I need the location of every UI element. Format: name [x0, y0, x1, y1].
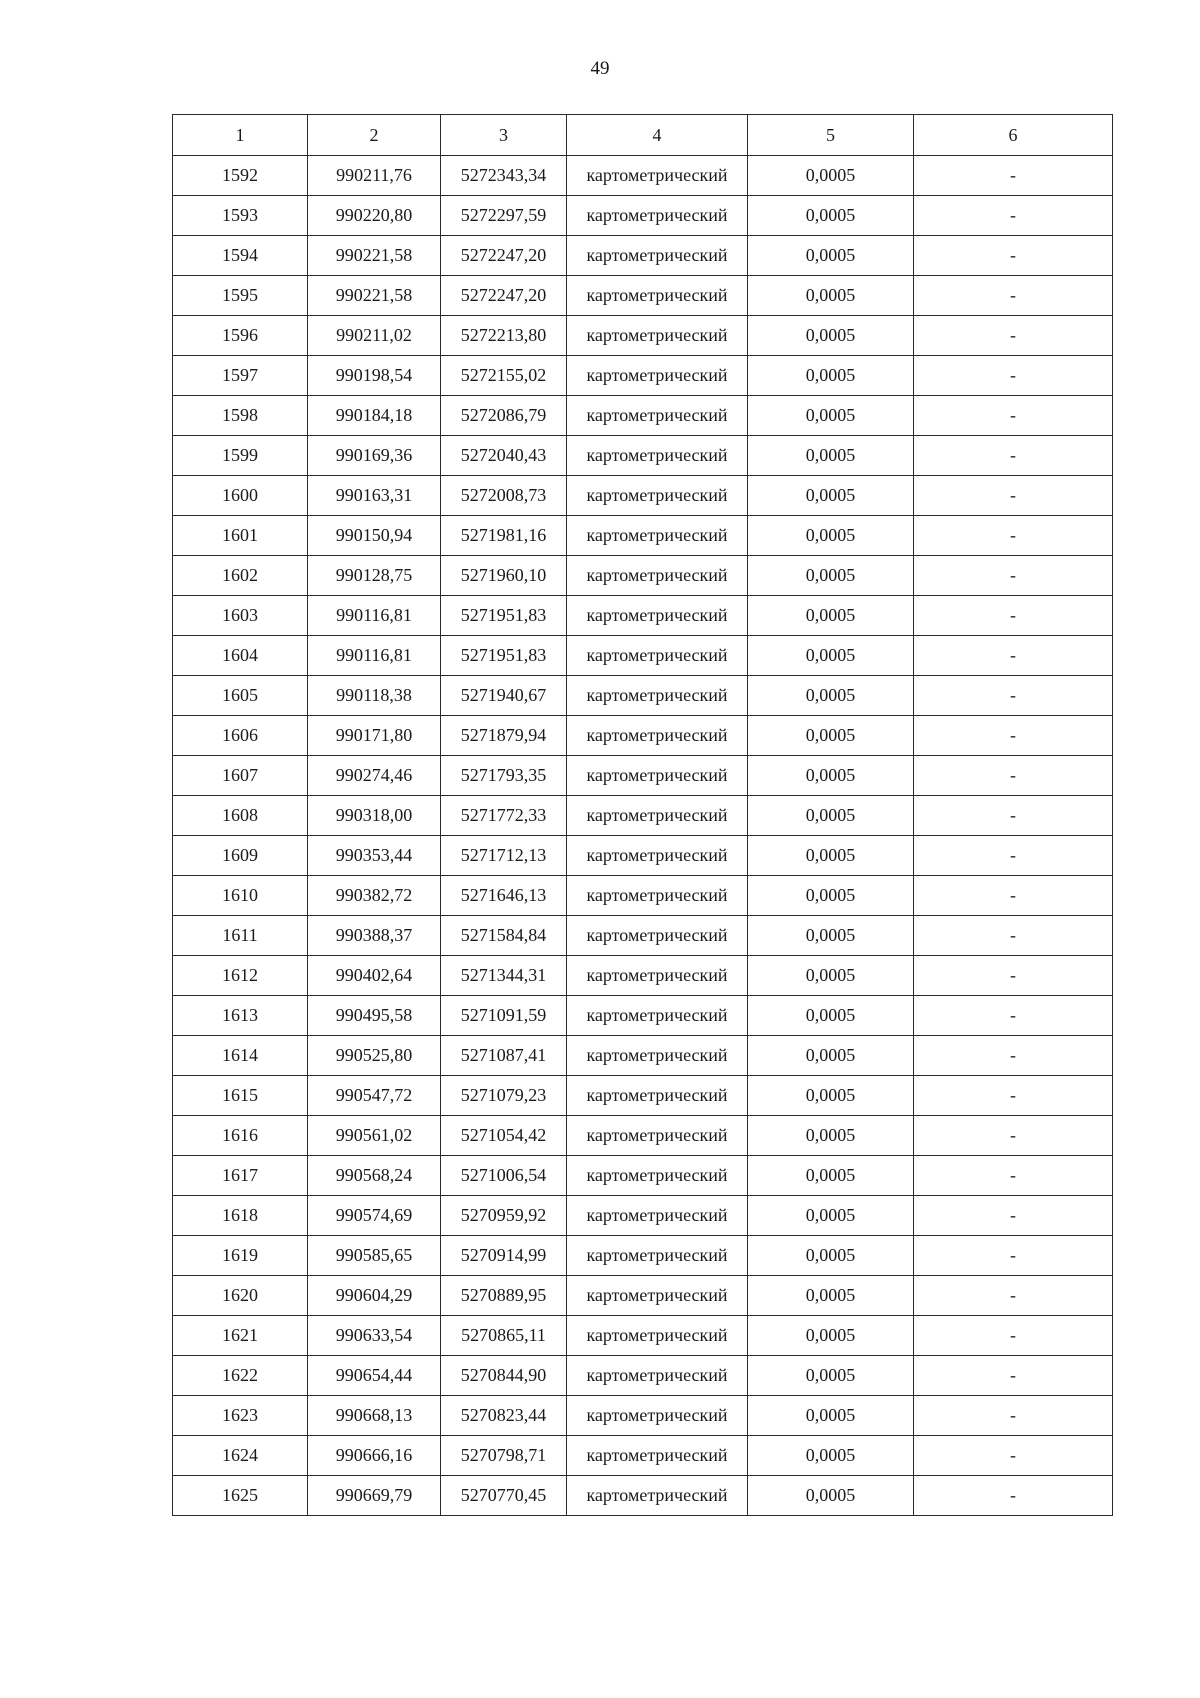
- y-coordinate-cell: 5271879,94: [441, 716, 567, 756]
- method-cell: картометрический: [567, 956, 748, 996]
- description-cell: -: [914, 316, 1113, 356]
- point-number-cell: 1593: [173, 196, 308, 236]
- x-coordinate-cell: 990116,81: [308, 636, 441, 676]
- point-number-cell: 1613: [173, 996, 308, 1036]
- table-row: [173, 556, 1113, 596]
- column-header: 6: [914, 115, 1113, 156]
- point-number-cell: 1614: [173, 1036, 308, 1076]
- y-coordinate-cell: 5270823,44: [441, 1396, 567, 1436]
- y-coordinate-cell: 5271091,59: [441, 996, 567, 1036]
- table-row: [173, 1036, 1113, 1076]
- point-number-cell: 1597: [173, 356, 308, 396]
- method-cell: картометрический: [567, 356, 748, 396]
- x-coordinate-cell: 990221,58: [308, 236, 441, 276]
- x-coordinate-cell: 990211,76: [308, 156, 441, 196]
- table-row: [173, 196, 1113, 236]
- description-cell: -: [914, 796, 1113, 836]
- y-coordinate-cell: 5271951,83: [441, 596, 567, 636]
- accuracy-cell: 0,0005: [748, 676, 914, 716]
- x-coordinate-cell: 990568,24: [308, 1156, 441, 1196]
- accuracy-cell: 0,0005: [748, 1276, 914, 1316]
- method-cell: картометрический: [567, 156, 748, 196]
- y-coordinate-cell: 5272086,79: [441, 396, 567, 436]
- method-cell: картометрический: [567, 1356, 748, 1396]
- method-cell: картометрический: [567, 436, 748, 476]
- y-coordinate-cell: 5271940,67: [441, 676, 567, 716]
- table-row: [173, 356, 1113, 396]
- x-coordinate-cell: 990547,72: [308, 1076, 441, 1116]
- page-number: 49: [590, 58, 610, 79]
- x-coordinate-cell: 990184,18: [308, 396, 441, 436]
- table-row: [173, 1396, 1113, 1436]
- description-cell: -: [914, 356, 1113, 396]
- table-row: [173, 796, 1113, 836]
- x-coordinate-cell: 990495,58: [308, 996, 441, 1036]
- description-cell: -: [914, 196, 1113, 236]
- method-cell: картометрический: [567, 716, 748, 756]
- y-coordinate-cell: 5271054,42: [441, 1116, 567, 1156]
- x-coordinate-cell: 990353,44: [308, 836, 441, 876]
- point-number-cell: 1595: [173, 276, 308, 316]
- x-coordinate-cell: 990118,38: [308, 676, 441, 716]
- method-cell: картометрический: [567, 596, 748, 636]
- table-row: [173, 876, 1113, 916]
- accuracy-cell: 0,0005: [748, 996, 914, 1036]
- method-cell: картометрический: [567, 556, 748, 596]
- point-number-cell: 1618: [173, 1196, 308, 1236]
- accuracy-cell: 0,0005: [748, 476, 914, 516]
- description-cell: -: [914, 476, 1113, 516]
- method-cell: картометрический: [567, 1396, 748, 1436]
- x-coordinate-cell: 990402,64: [308, 956, 441, 996]
- x-coordinate-cell: 990574,69: [308, 1196, 441, 1236]
- accuracy-cell: 0,0005: [748, 916, 914, 956]
- method-cell: картометрический: [567, 1196, 748, 1236]
- y-coordinate-cell: 5270959,92: [441, 1196, 567, 1236]
- accuracy-cell: 0,0005: [748, 1036, 914, 1076]
- y-coordinate-cell: 5272008,73: [441, 476, 567, 516]
- table-row: [173, 276, 1113, 316]
- point-number-cell: 1611: [173, 916, 308, 956]
- x-coordinate-cell: 990525,80: [308, 1036, 441, 1076]
- y-coordinate-cell: 5271646,13: [441, 876, 567, 916]
- accuracy-cell: 0,0005: [748, 1196, 914, 1236]
- accuracy-cell: 0,0005: [748, 1076, 914, 1116]
- y-coordinate-cell: 5270865,11: [441, 1316, 567, 1356]
- method-cell: картометрический: [567, 1036, 748, 1076]
- description-cell: -: [914, 636, 1113, 676]
- column-header: 5: [748, 115, 914, 156]
- table-row: [173, 316, 1113, 356]
- description-cell: -: [914, 1436, 1113, 1476]
- y-coordinate-cell: 5271584,84: [441, 916, 567, 956]
- method-cell: картометрический: [567, 756, 748, 796]
- method-cell: картометрический: [567, 916, 748, 956]
- accuracy-cell: 0,0005: [748, 1476, 914, 1516]
- method-cell: картометрический: [567, 876, 748, 916]
- header-row: [173, 115, 1113, 156]
- method-cell: картометрический: [567, 1476, 748, 1516]
- description-cell: -: [914, 516, 1113, 556]
- point-number-cell: 1625: [173, 1476, 308, 1516]
- table-body: [173, 156, 1113, 1516]
- method-cell: картометрический: [567, 796, 748, 836]
- description-cell: -: [914, 1356, 1113, 1396]
- y-coordinate-cell: 5271981,16: [441, 516, 567, 556]
- point-number-cell: 1623: [173, 1396, 308, 1436]
- x-coordinate-cell: 990669,79: [308, 1476, 441, 1516]
- column-header: 1: [173, 115, 308, 156]
- method-cell: картометрический: [567, 836, 748, 876]
- point-number-cell: 1604: [173, 636, 308, 676]
- y-coordinate-cell: 5270844,90: [441, 1356, 567, 1396]
- description-cell: -: [914, 876, 1113, 916]
- y-coordinate-cell: 5272040,43: [441, 436, 567, 476]
- description-cell: -: [914, 1156, 1113, 1196]
- table-row: [173, 1116, 1113, 1156]
- description-cell: -: [914, 916, 1113, 956]
- table-row: [173, 436, 1113, 476]
- x-coordinate-cell: 990150,94: [308, 516, 441, 556]
- method-cell: картометрический: [567, 516, 748, 556]
- x-coordinate-cell: 990169,36: [308, 436, 441, 476]
- description-cell: -: [914, 156, 1113, 196]
- y-coordinate-cell: 5270914,99: [441, 1236, 567, 1276]
- accuracy-cell: 0,0005: [748, 1236, 914, 1276]
- method-cell: картометрический: [567, 1236, 748, 1276]
- column-header: 4: [567, 115, 748, 156]
- description-cell: -: [914, 1276, 1113, 1316]
- y-coordinate-cell: 5271006,54: [441, 1156, 567, 1196]
- description-cell: -: [914, 436, 1113, 476]
- accuracy-cell: 0,0005: [748, 236, 914, 276]
- y-coordinate-cell: 5272247,20: [441, 236, 567, 276]
- method-cell: картометрический: [567, 236, 748, 276]
- y-coordinate-cell: 5271712,13: [441, 836, 567, 876]
- table-row: [173, 676, 1113, 716]
- x-coordinate-cell: 990163,31: [308, 476, 441, 516]
- x-coordinate-cell: 990668,13: [308, 1396, 441, 1436]
- y-coordinate-cell: 5271087,41: [441, 1036, 567, 1076]
- description-cell: -: [914, 396, 1113, 436]
- accuracy-cell: 0,0005: [748, 276, 914, 316]
- y-coordinate-cell: 5272297,59: [441, 196, 567, 236]
- x-coordinate-cell: 990666,16: [308, 1436, 441, 1476]
- method-cell: картометрический: [567, 1076, 748, 1116]
- point-number-cell: 1594: [173, 236, 308, 276]
- x-coordinate-cell: 990128,75: [308, 556, 441, 596]
- point-number-cell: 1622: [173, 1356, 308, 1396]
- table-row: [173, 236, 1113, 276]
- x-coordinate-cell: 990318,00: [308, 796, 441, 836]
- x-coordinate-cell: 990116,81: [308, 596, 441, 636]
- table-row: [173, 596, 1113, 636]
- accuracy-cell: 0,0005: [748, 636, 914, 676]
- description-cell: -: [914, 716, 1113, 756]
- description-cell: -: [914, 756, 1113, 796]
- description-cell: -: [914, 1396, 1113, 1436]
- description-cell: -: [914, 836, 1113, 876]
- description-cell: -: [914, 1036, 1113, 1076]
- table-row: [173, 636, 1113, 676]
- table-row: [173, 1076, 1113, 1116]
- description-cell: -: [914, 1236, 1113, 1276]
- y-coordinate-cell: 5271960,10: [441, 556, 567, 596]
- method-cell: картометрический: [567, 1316, 748, 1356]
- table-row: [173, 996, 1113, 1036]
- accuracy-cell: 0,0005: [748, 756, 914, 796]
- point-number-cell: 1608: [173, 796, 308, 836]
- point-number-cell: 1600: [173, 476, 308, 516]
- y-coordinate-cell: 5272343,34: [441, 156, 567, 196]
- accuracy-cell: 0,0005: [748, 1436, 914, 1476]
- accuracy-cell: 0,0005: [748, 1156, 914, 1196]
- y-coordinate-cell: 5270798,71: [441, 1436, 567, 1476]
- description-cell: -: [914, 1316, 1113, 1356]
- accuracy-cell: 0,0005: [748, 196, 914, 236]
- method-cell: картометрический: [567, 476, 748, 516]
- accuracy-cell: 0,0005: [748, 876, 914, 916]
- table-row: [173, 1436, 1113, 1476]
- table-row: [173, 916, 1113, 956]
- accuracy-cell: 0,0005: [748, 1116, 914, 1156]
- point-number-cell: 1606: [173, 716, 308, 756]
- table-row: [173, 1156, 1113, 1196]
- method-cell: картометрический: [567, 396, 748, 436]
- x-coordinate-cell: 990654,44: [308, 1356, 441, 1396]
- y-coordinate-cell: 5271079,23: [441, 1076, 567, 1116]
- method-cell: картометрический: [567, 1156, 748, 1196]
- point-number-cell: 1616: [173, 1116, 308, 1156]
- point-number-cell: 1599: [173, 436, 308, 476]
- accuracy-cell: 0,0005: [748, 1396, 914, 1436]
- y-coordinate-cell: 5271344,31: [441, 956, 567, 996]
- point-number-cell: 1603: [173, 596, 308, 636]
- y-coordinate-cell: 5270770,45: [441, 1476, 567, 1516]
- accuracy-cell: 0,0005: [748, 1316, 914, 1356]
- x-coordinate-cell: 990171,80: [308, 716, 441, 756]
- x-coordinate-cell: 990211,02: [308, 316, 441, 356]
- table-row: [173, 1276, 1113, 1316]
- x-coordinate-cell: 990198,54: [308, 356, 441, 396]
- point-number-cell: 1605: [173, 676, 308, 716]
- x-coordinate-cell: 990561,02: [308, 1116, 441, 1156]
- method-cell: картометрический: [567, 676, 748, 716]
- description-cell: -: [914, 996, 1113, 1036]
- method-cell: картометрический: [567, 636, 748, 676]
- description-cell: -: [914, 236, 1113, 276]
- accuracy-cell: 0,0005: [748, 596, 914, 636]
- accuracy-cell: 0,0005: [748, 156, 914, 196]
- accuracy-cell: 0,0005: [748, 836, 914, 876]
- accuracy-cell: 0,0005: [748, 716, 914, 756]
- point-number-cell: 1601: [173, 516, 308, 556]
- accuracy-cell: 0,0005: [748, 1356, 914, 1396]
- description-cell: -: [914, 1076, 1113, 1116]
- description-cell: -: [914, 1116, 1113, 1156]
- table-row: [173, 756, 1113, 796]
- x-coordinate-cell: 990388,37: [308, 916, 441, 956]
- table-row: [173, 1236, 1113, 1276]
- table-row: [173, 1356, 1113, 1396]
- x-coordinate-cell: 990221,58: [308, 276, 441, 316]
- table-row: [173, 1196, 1113, 1236]
- method-cell: картометрический: [567, 1276, 748, 1316]
- method-cell: картометрический: [567, 316, 748, 356]
- accuracy-cell: 0,0005: [748, 356, 914, 396]
- point-number-cell: 1610: [173, 876, 308, 916]
- accuracy-cell: 0,0005: [748, 436, 914, 476]
- method-cell: картометрический: [567, 1116, 748, 1156]
- y-coordinate-cell: 5272213,80: [441, 316, 567, 356]
- point-number-cell: 1621: [173, 1316, 308, 1356]
- table-row: [173, 516, 1113, 556]
- method-cell: картометрический: [567, 276, 748, 316]
- point-number-cell: 1619: [173, 1236, 308, 1276]
- point-number-cell: 1598: [173, 396, 308, 436]
- y-coordinate-cell: 5272247,20: [441, 276, 567, 316]
- point-number-cell: 1602: [173, 556, 308, 596]
- y-coordinate-cell: 5271772,33: [441, 796, 567, 836]
- method-cell: картометрический: [567, 1436, 748, 1476]
- coordinates-table: [172, 114, 1113, 1516]
- point-number-cell: 1624: [173, 1436, 308, 1476]
- description-cell: -: [914, 556, 1113, 596]
- table-row: [173, 1316, 1113, 1356]
- accuracy-cell: 0,0005: [748, 796, 914, 836]
- description-cell: -: [914, 956, 1113, 996]
- x-coordinate-cell: 990585,65: [308, 1236, 441, 1276]
- accuracy-cell: 0,0005: [748, 556, 914, 596]
- y-coordinate-cell: 5272155,02: [441, 356, 567, 396]
- point-number-cell: 1620: [173, 1276, 308, 1316]
- y-coordinate-cell: 5271793,35: [441, 756, 567, 796]
- table-row: [173, 476, 1113, 516]
- point-number-cell: 1596: [173, 316, 308, 356]
- x-coordinate-cell: 990604,29: [308, 1276, 441, 1316]
- column-header: 2: [308, 115, 441, 156]
- table-row: [173, 1476, 1113, 1516]
- point-number-cell: 1592: [173, 156, 308, 196]
- y-coordinate-cell: 5271951,83: [441, 636, 567, 676]
- method-cell: картометрический: [567, 996, 748, 1036]
- description-cell: -: [914, 276, 1113, 316]
- x-coordinate-cell: 990274,46: [308, 756, 441, 796]
- description-cell: -: [914, 1196, 1113, 1236]
- description-cell: -: [914, 1476, 1113, 1516]
- table-row: [173, 396, 1113, 436]
- x-coordinate-cell: 990633,54: [308, 1316, 441, 1356]
- x-coordinate-cell: 990220,80: [308, 196, 441, 236]
- column-header: 3: [441, 115, 567, 156]
- point-number-cell: 1615: [173, 1076, 308, 1116]
- point-number-cell: 1612: [173, 956, 308, 996]
- method-cell: картометрический: [567, 196, 748, 236]
- accuracy-cell: 0,0005: [748, 956, 914, 996]
- table-row: [173, 836, 1113, 876]
- point-number-cell: 1607: [173, 756, 308, 796]
- y-coordinate-cell: 5270889,95: [441, 1276, 567, 1316]
- x-coordinate-cell: 990382,72: [308, 876, 441, 916]
- table-row: [173, 956, 1113, 996]
- point-number-cell: 1617: [173, 1156, 308, 1196]
- description-cell: -: [914, 676, 1113, 716]
- description-cell: -: [914, 596, 1113, 636]
- accuracy-cell: 0,0005: [748, 316, 914, 356]
- accuracy-cell: 0,0005: [748, 516, 914, 556]
- accuracy-cell: 0,0005: [748, 396, 914, 436]
- table-row: [173, 716, 1113, 756]
- table-row: [173, 156, 1113, 196]
- point-number-cell: 1609: [173, 836, 308, 876]
